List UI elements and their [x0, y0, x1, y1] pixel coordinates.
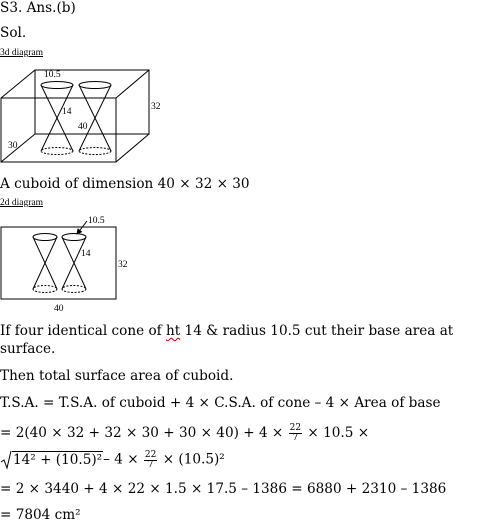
total-surface-line: Then total surface area of cuboid. [0, 368, 234, 384]
equation-line-3: = 2 × 3440 + 4 × 22 × 1.5 × 17.5 – 1386 = 6880 + 2310 – 1386 [0, 481, 447, 497]
label-height-3d: 14 [62, 107, 72, 117]
cone-pair-2d-2 [62, 234, 86, 293]
answer-heading: S3. Ans.(b) [0, 0, 76, 16]
equation-line-2: 14² + (10.5)²– 4 × $\frac{22}{7}$ × (10.5)² [0, 450, 225, 470]
equation-line-1: = 2(40 × 32 + 32 × 30 + 30 × 40) + 4 × $\frac{22}{7}$ × 10.5 × [0, 423, 370, 443]
diagram-3d [0, 64, 170, 174]
fraction-22-7-b: $\frac{22}{7}$ [144, 449, 157, 470]
diagram-2d [0, 210, 140, 315]
tsa-formula: T.S.A. = T.S.A. of cuboid + 4 × C.S.A. of cone – 4 × Area of base [0, 395, 441, 411]
label-radius-2d: 10.5 [88, 216, 105, 226]
final-answer: = 7804 cm² [0, 507, 81, 523]
label-depth-3d: 30 [8, 141, 18, 151]
label-width-3d: 32 [151, 102, 161, 112]
cuboid-front-face [1, 98, 116, 162]
label-height-2d: 14 [81, 249, 91, 259]
label-side-2d: 32 [118, 260, 128, 270]
label-radius-3d: 10.5 [44, 70, 61, 80]
cuboid-top-view [1, 227, 116, 299]
cone-pair-1 [41, 82, 73, 155]
diagram-3d-caption: 3d diagram [0, 48, 44, 58]
sqrt-sign-icon [0, 450, 12, 470]
cuboid-dimension-line: A cuboid of dimension 40 × 32 × 30 [0, 176, 250, 192]
problem-line-1: If four identical cone of ht 14 & radius 10.5 cut their base area at [0, 323, 454, 339]
problem-line-2: surface. [0, 341, 56, 357]
solution-label: Sol. [0, 25, 27, 41]
diagram-2d-caption: 2d diagram [0, 198, 44, 208]
cone-pair-2 [79, 82, 111, 155]
fraction-22-7-a: $\frac{22}{7}$ [289, 423, 302, 443]
label-bottom-2d: 40 [54, 304, 64, 314]
square-root: 14² + (10.5)² [0, 450, 103, 470]
label-length-3d: 40 [78, 122, 88, 132]
cone-pair-2d-1 [33, 234, 57, 293]
